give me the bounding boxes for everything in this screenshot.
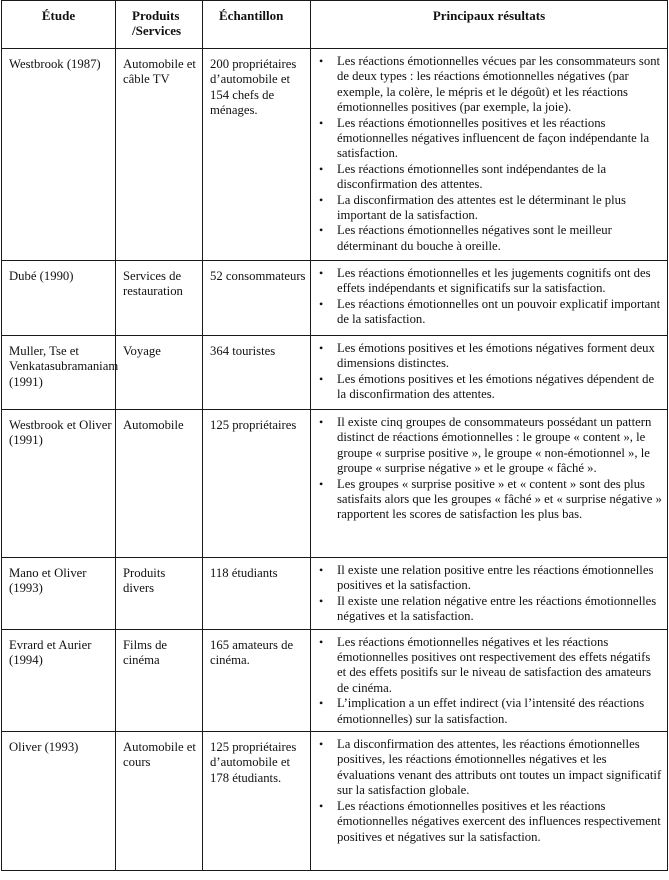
list-item	[311, 563, 662, 594]
bullet-icon: •	[319, 415, 324, 429]
cell-resultats	[311, 49, 668, 261]
cell-etude: Westbrook (1987)	[2, 49, 116, 261]
cell-resultats	[311, 629, 668, 731]
cell-produits: Services de restauration	[116, 261, 203, 336]
results-list	[311, 266, 662, 328]
list-item	[311, 415, 662, 477]
list-item	[311, 116, 662, 162]
bullet-icon: •	[319, 54, 324, 68]
bullet-icon: •	[319, 296, 324, 311]
cell-etude: Evrard et Aurier (1994)	[2, 629, 116, 731]
bullet-icon: •	[319, 696, 324, 711]
result-text: Les émotions positives et les émotions négatives forment deux dimensions distinctes.	[337, 341, 655, 371]
results-list	[311, 341, 662, 403]
bullet-icon: •	[319, 593, 324, 608]
cell-echantillon: 52 consommateurs	[203, 261, 311, 336]
list-item	[311, 223, 662, 254]
cell-echantillon: 125 propriétaires d’automobile et 178 étudiants.	[203, 732, 311, 871]
result-text: L’implication a un effet indirect (via l’intensité des réactions émotionnelles) sur la satisfaction.	[337, 696, 645, 726]
table-row	[2, 629, 668, 731]
cell-echantillon: 165 amateurs de cinéma.	[203, 629, 311, 731]
result-text: Il existe une relation positive entre les réactions émotionnelles positives et la satisfaction.	[337, 563, 654, 593]
cell-produits: Films de cinéma	[116, 629, 203, 731]
list-item	[311, 266, 662, 297]
header-resultats: Principaux résultats	[311, 1, 668, 49]
result-text: La disconfirmation des attentes, les réactions émotionnelles positives, les réactions émotionnelles négatives et les évaluations venant des attributs ont toutes un impact significatif sur la satisfaction globale.	[337, 737, 662, 798]
bullet-icon: •	[319, 371, 324, 386]
result-text: Les réactions émotionnelles négatives sont le meilleur déterminant du bouche à oreille.	[337, 223, 612, 253]
studies-table	[1, 0, 668, 871]
cell-etude: Muller, Tse et Venkatasubramaniam (1991)	[2, 336, 116, 410]
list-item	[311, 635, 662, 697]
bullet-icon: •	[319, 634, 324, 649]
list-item	[311, 799, 662, 845]
results-list	[311, 415, 662, 523]
bullet-icon: •	[319, 563, 324, 577]
list-item	[311, 737, 662, 799]
result-text: Les réactions émotionnelles positives et les réactions émotionnelles négatives influencent de façon indépendante la satisfaction.	[337, 115, 650, 161]
bullet-icon: •	[319, 115, 324, 130]
cell-resultats	[311, 732, 668, 871]
cell-etude: Oliver (1993)	[2, 732, 116, 871]
list-item	[311, 477, 662, 523]
result-text: Les réactions émotionnelles négatives et les réactions émotionnelles positives ont respectivement des effets négatifs et des effets positifs sur le niveau de satisfaction des amateurs de cinéma.	[337, 634, 652, 695]
cell-produits: Automobile et câble TV	[116, 49, 203, 261]
result-text: Il existe une relation négative entre les réactions émotionnelles négatives et la satisfaction.	[337, 593, 657, 624]
cell-resultats	[311, 336, 668, 410]
table-row	[2, 410, 668, 558]
bullet-icon: •	[319, 192, 324, 207]
header-etude: Étude	[2, 1, 116, 49]
result-text: Les réactions émotionnelles vécues par les consommateurs sont de deux types : les réactions émotionnelles négatives (par exemple, la colère, le mépris et le dégoût) et les réactions émotionnelles positives (par exemple, la joie).	[337, 54, 661, 115]
list-item	[311, 193, 662, 224]
cell-etude: Dubé (1990)	[2, 261, 116, 336]
result-text: Les émotions positives et les émotions négatives dépendent de la disconfirmation des attentes.	[337, 371, 655, 402]
result-text: Les réactions émotionnelles positives et les réactions émotionnelles négatives exercent des influences respectivement positives et négatives sur la satisfaction.	[337, 798, 661, 844]
list-item	[311, 297, 662, 328]
table-row	[2, 261, 668, 336]
result-text: Les réactions émotionnelles sont indépendantes de la disconfirmation des attentes.	[337, 161, 607, 192]
cell-resultats	[311, 558, 668, 630]
results-list	[311, 737, 662, 845]
header-row	[2, 1, 668, 49]
bullet-icon: •	[319, 161, 324, 176]
table-row	[2, 49, 668, 261]
cell-resultats	[311, 410, 668, 558]
table-row	[2, 558, 668, 630]
cell-etude: Westbrook et Oliver (1991)	[2, 410, 116, 558]
result-text: La disconfirmation des attentes est le déterminant le plus important de la satisfaction.	[337, 192, 626, 223]
result-text: Les groupes « surprise positive » et « content » sont des plus satisfaits alors que les groupes « fâché » et « surprise négative » rapportent les scores de satisfaction les plus bas.	[337, 476, 662, 522]
bullet-icon: •	[319, 266, 324, 280]
cell-echantillon: 200 propriétaires d’automobile et 154 chefs de ménages.	[203, 49, 311, 261]
bullet-icon: •	[319, 476, 324, 491]
cell-produits: Produits divers	[116, 558, 203, 630]
results-list	[311, 54, 662, 254]
list-item	[311, 696, 662, 727]
result-text: Il existe cinq groupes de consommateurs possédant un pattern distinct de réactions émotionnelles : le groupe « content », le groupe « surprise positive », le groupe « non-émotionnel », le groupe « surprise négative » et le groupe « fâché ».	[337, 415, 652, 476]
list-item	[311, 54, 662, 116]
bullet-icon: •	[319, 223, 324, 238]
cell-produits: Automobile et cours	[116, 732, 203, 871]
table-row	[2, 336, 668, 410]
cell-produits: Voyage	[116, 336, 203, 410]
cell-echantillon: 364 touristes	[203, 336, 311, 410]
result-text: Les réactions émotionnelles ont un pouvoir explicatif important de la satisfaction.	[337, 296, 661, 327]
header-echantillon: Échantillon	[203, 1, 311, 49]
list-item	[311, 372, 662, 403]
results-list	[311, 563, 662, 625]
cell-produits: Automobile	[116, 410, 203, 558]
cell-echantillon: 125 propriétaires	[203, 410, 311, 558]
cell-echantillon: 118 étudiants	[203, 558, 311, 630]
cell-etude: Mano et Oliver (1993)	[2, 558, 116, 630]
table-row	[2, 732, 668, 871]
list-item	[311, 162, 662, 193]
bullet-icon: •	[319, 737, 324, 752]
bullet-icon: •	[319, 798, 324, 813]
list-item	[311, 341, 662, 372]
results-list	[311, 635, 662, 727]
bullet-icon: •	[319, 341, 324, 355]
result-text: Les réactions émotionnelles et les jugements cognitifs ont des effets indépendants et significatifs sur la satisfaction.	[337, 266, 651, 296]
header-produits: Produits /Services	[116, 1, 203, 49]
list-item	[311, 594, 662, 625]
cell-resultats	[311, 261, 668, 336]
